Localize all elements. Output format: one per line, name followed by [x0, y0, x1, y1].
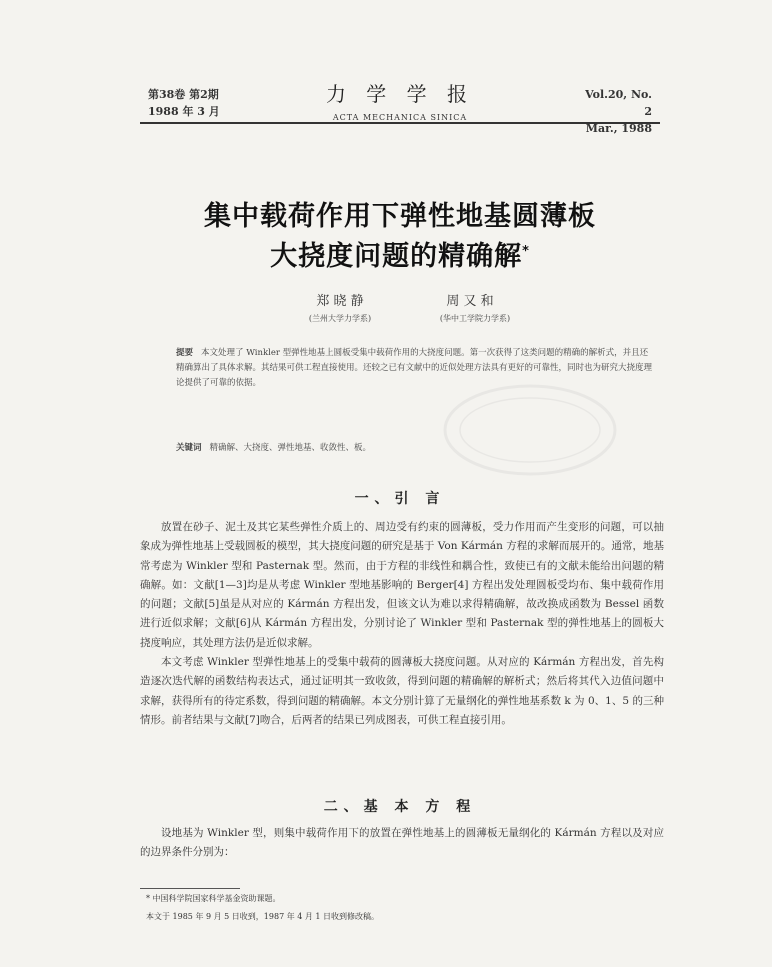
- author-1-affiliation: (兰州大学力学系): [308, 314, 372, 323]
- section-heading-basic-equations: 二、基 本 方 程: [323, 799, 477, 815]
- footnote-rule: [140, 888, 240, 889]
- issue-volume-en: Vol.20, No. 2: [585, 88, 652, 118]
- author-2-affiliation: (华中工学院力学系): [439, 314, 511, 323]
- issue-date-en: Mar., 1988: [585, 122, 652, 135]
- journal-name: [300, 78, 500, 122]
- abstract-text: 本文处理了 Winkler 型弹性地基上圆板受集中载荷作用的大挠度问题。第一次获得了这类问题的精确的解析式，并且还精确算出了具体求解。其结果可供工程直接使用。还较之已有文献中的近似处理方法具有更好的可靠性，同时也为研究大挠度理论提供了可靠的依据。: [176, 348, 653, 388]
- issue-volume: 第38卷 第2期: [148, 88, 219, 101]
- footnote-received: 本文于 1985 年 9 月 5 日收到，1987 年 4 月 1 日收到修改稿。: [146, 912, 380, 921]
- author-1-name: 郑 晓 静: [316, 294, 364, 309]
- watermark-stamp: [440, 380, 620, 480]
- keywords-text: 精确解、大挠度、弹性地基、收敛性、板。: [209, 443, 372, 453]
- section-body-introduction: [140, 518, 664, 730]
- paper-title-line1: 集中载荷作用下弹性地基圆薄板: [204, 201, 596, 232]
- abstract-label: 提要: [176, 348, 194, 358]
- body-paragraph: 放置在砂子、泥土及其它某些弹性介质上的、周边受有约束的圆薄板，受力作用而产生变形的问题，可以抽象成为弹性地基上受载圆板的模型，其大挠度问题的研究是基于 Von Kármán 方程的求解而展开的。通常，地基常考虑为 Winkler 型和 Pasternak 型。然而，由于方程的非线性和耦合性，致使已有的文献未能给出问题的精确解。如：文献[1—3]均是从考虑 Winkler 型地基影响的 Berger[4] 方程出发处理圆板受均布、集中载荷作用的问题；文献[5]虽是从对应的 Kármán 方程出发，但该文认为难以求得精确解，故改换成函数为 Bessel 函数进行近似求解；文献[6]从 Kármán 方程出发，分别讨论了 Winkler 型和 Pasternak 型的弹性地基上的圆板大挠度响应，其处理方法仍是近似求解。: [140, 521, 664, 649]
- section-body-basic-equations: [140, 824, 664, 863]
- body-paragraph: 本文考虑 Winkler 型弹性地基上的受集中载荷的圆薄板大挠度问题。从对应的 Kármán 方程出发，首先构造逐次迭代解的函数结构表达式，通过证明其一致收敛，得到问题的精确解的解析式；然后将其代入边值问题中求解，获得所有的待定系数，得到问题的精确解。本文分别计算了无量纲化的弹性地基系数 k 为 0、1、5 的三种情形。前者结果与文献[7]吻合，后两者的结果已列成图表，可供工程直接引用。: [140, 656, 664, 726]
- journal-name-cn: 力 学 学 报: [325, 82, 475, 106]
- issue-info-en: [582, 86, 652, 137]
- journal-name-en: ACTA MECHANICA SINICA: [332, 113, 468, 122]
- header-rule: [140, 122, 660, 124]
- paper-title-line2: [120, 234, 680, 273]
- section-heading-introduction: 一、引 言: [354, 491, 446, 507]
- keywords-label: 关键词: [176, 443, 202, 453]
- issue-date: 1988 年 3 月: [148, 105, 220, 118]
- footnote-funding: * 中国科学院国家科学基金资助课题。: [146, 894, 281, 903]
- paper-title-line2-text: 大挠度问题的精确解: [270, 241, 523, 272]
- title-footnote-mark: *: [522, 244, 530, 259]
- body-paragraph: 设地基为 Winkler 型，则集中载荷作用下的放置在弹性地基上的圆薄板无量纲化的 Kármán 方程以及对应的边界条件分别为：: [140, 827, 664, 859]
- author-2-name: 周 又 和: [446, 294, 494, 309]
- issue-info: [148, 86, 220, 120]
